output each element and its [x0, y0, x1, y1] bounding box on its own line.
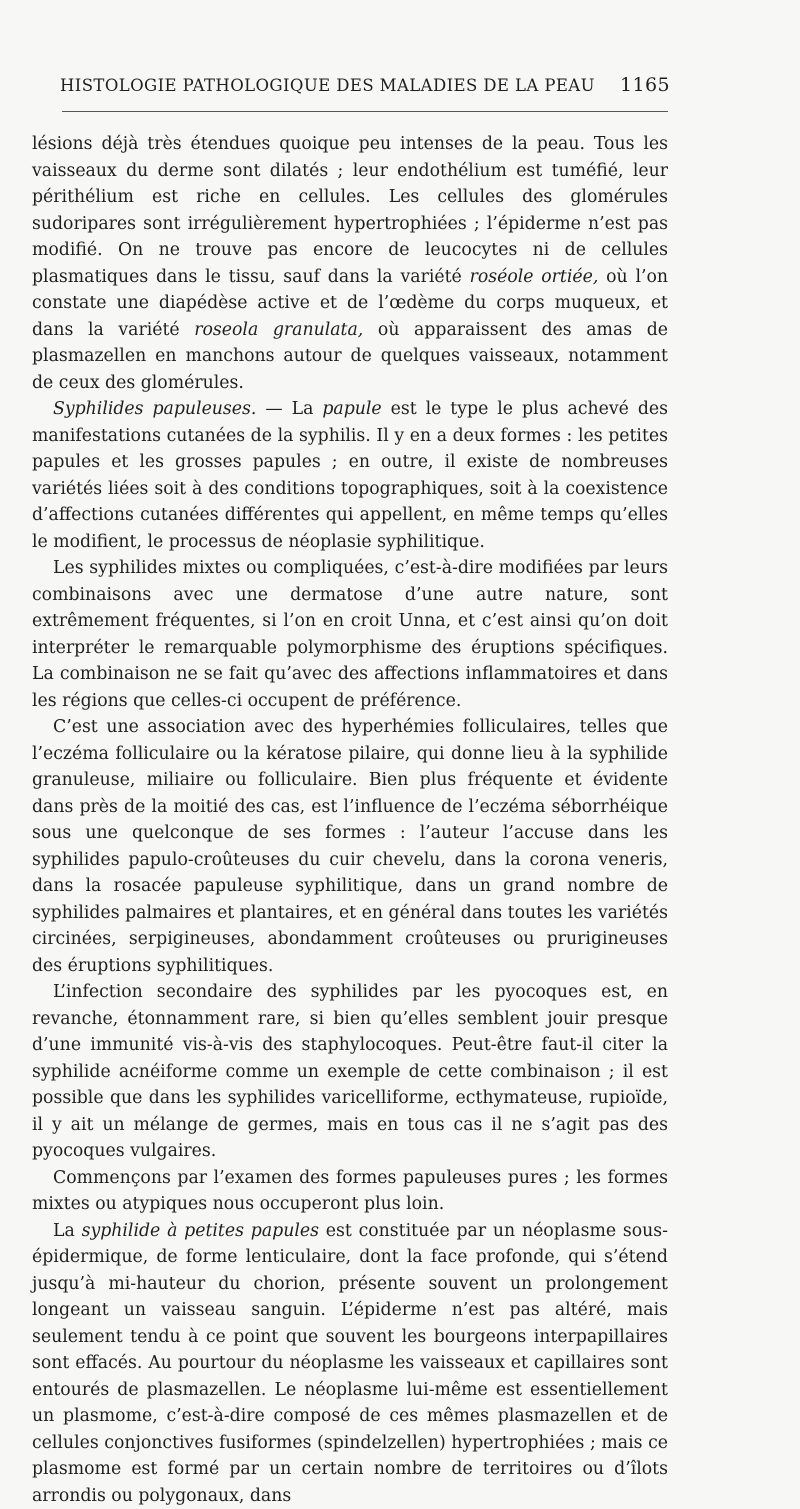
running-title: HISTOLOGIE PATHOLOGIQUE DES MALADIES DE LA PEAU — [60, 76, 595, 95]
paragraph-7: La syphilide à petites papules est constituée par un néoplasme sous-épidermique, de forme lenticulaire, dont la face profonde, qui s’étend jusqu’à mi-hauteur du chorion, présente souvent un prolongement longeant un vaisseau sanguin. L’épiderme n’est pas altéré, mais seulement tendu à ce point que souvent les bourgeons interpapillaires sont effacés. Au pourtour du néoplasme les vaisseaux et capillaires sont entourés de plasmazellen. Le néoplasme lui-même est essentiellement un plasmome, c’est-à-dire composé de ces mêmes plasmazellen et de cellules conjonctives fusiformes (spindelzellen) hypertrophiées ; mais ce plasmome est formé par un certain nombre de territoires ou d’îlots arrondis ou polygonaux, dans — [32, 1218, 668, 1509]
italic-term: syphilide à petites papules — [82, 1221, 319, 1241]
paragraph-1: lésions déjà très étendues quoique peu intenses de la peau. Tous les vaisseaux du derme sont dilatés ; leur endothélium est tuméfié, leur périthélium est riche en cellules. Les cellules des glomérules sudoripares sont irrégulièrement hypertrophiées ; l’épiderme n’est pas modifié. On ne trouve pas encore de leucocytes ni de cellules plasmatiques dans le tissu, sauf dans la variété roséole ortiée, où l’on constate une diapédèse active et de l’œdème du corps muqueux, et dans la variété roseola granulata, où apparaissent des amas de plasmazellen en manchons autour de quelques vaisseaux, notamment de ceux des glomérules. — [32, 131, 668, 396]
header-rule — [62, 111, 668, 112]
italic-term: roseola granulata, — [194, 320, 363, 340]
running-header — [60, 76, 670, 104]
paragraph-5: L’infection secondaire des syphilides par les pyocoques est, en revanche, étonnamment rare, si bien qu’elles semblent jouir presque d’une immunité vis-à-vis des staphylocoques. Peut-être faut-il citer la syphilide acnéiforme comme un exemple de cette combinaison ; il est possible que dans les syphilides varicelliforme, ecthymateuse, rupioïde, il y ait un mélange de germes, mais en tous cas il ne s’agit pas des pyocoques vulgaires. — [32, 979, 668, 1165]
paragraph-2: Syphilides papuleuses. — La papule est le type le plus achevé des manifestations cutanées de la syphilis. Il y en a deux formes : les petites papules et les grosses papules ; en outre, il existe de nombreuses variétés liées soit à des conditions topographiques, soit à la coexistence d’affections cutanées différentes qui appellent, en même temps qu’elles le modifient, le processus de néoplasie syphilitique. — [32, 396, 668, 555]
italic-term: papule — [322, 399, 381, 419]
body-text — [32, 131, 668, 1509]
page-number: 1165 — [620, 74, 670, 96]
italic-term: roséole ortiée, — [470, 267, 599, 287]
paragraph-4: C’est une association avec des hyperhémies folliculaires, telles que l’eczéma folliculaire ou la kératose pilaire, qui donne lieu à la syphilide granuleuse, miliaire ou folliculaire. Bien plus fréquente et évidente dans près de la moitié des cas, est l’influence de l’eczéma séborrhéique sous une quelconque de ses formes : l’auteur l’accuse dans les syphilides papulo-croûteuses du cuir chevelu, dans la corona veneris, dans la rosacée papuleuse syphilitique, dans un grand nombre de syphilides palmaires et plantaires, et en général dans toutes les variétés circinées, serpigineuses, abondamment croûteuses ou prurigineuses des éruptions syphilitiques. — [32, 714, 668, 979]
section-heading: Syphilides papuleuses. — [53, 399, 256, 419]
paragraph-3: Les syphilides mixtes ou compliquées, c’est-à-dire modifiées par leurs combinaisons avec une dermatose d’une autre nature, sont extrêmement fréquentes, si l’on en croit Unna, et c’est ainsi qu’on doit interpréter le remarquable polymorphisme des éruptions spécifiques. La combinaison ne se fait qu’avec des affections inflammatoires et dans les régions que celles-ci occupent de préférence. — [32, 555, 668, 714]
paragraph-6: Commençons par l’examen des formes papuleuses pures ; les formes mixtes ou atypiques nous occuperont plus loin. — [32, 1165, 668, 1218]
